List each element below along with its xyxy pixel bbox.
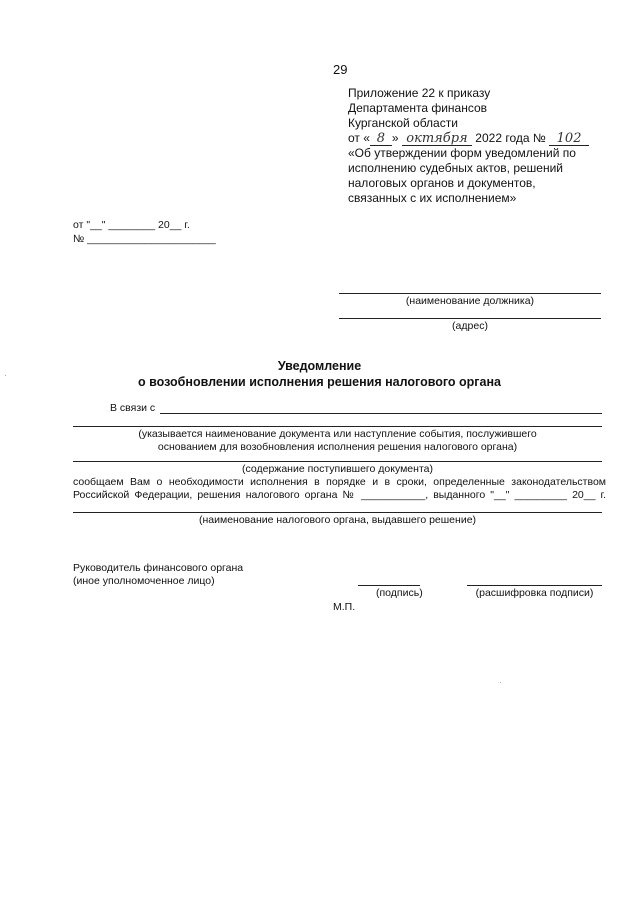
debtor-name-line [339,293,601,294]
body-line-2: Российской Федерации, решения налогового органа № ___________, выданного "__" _________ 20__ г. [73,489,606,501]
scan-speck [500,682,501,683]
content-line [73,461,602,462]
event-caption-2: основанием для возобновления исполнения решения налогового органа) [157,441,518,453]
content-caption: (содержание поступившего документа) [242,463,433,475]
appendix-line-3: Курганской области [348,116,458,130]
event-line [73,426,602,427]
date-day-handwritten: 8 [370,131,392,146]
appendix-date-line [348,131,589,146]
notice-title-line-2: о возобновлении исполнения решения налогового органа [138,375,501,389]
appendix-line-6: исполнению судебных актов, решений [348,161,563,175]
signature-caption: (подпись) [376,587,423,599]
notice-title-line-1: Уведомление [277,359,362,373]
date-mid: » [391,131,399,145]
reg-number-line: № ______________________ [73,233,216,245]
in-connection-line [160,413,602,414]
notice-title [0,358,639,390]
authority-caption: (наименование налогового органа, выдавшего решение) [198,514,477,526]
appendix-line-2: Департамента финансов [348,101,488,115]
appendix-block [348,86,589,206]
head-line-2: (иное уполномоченное лицо) [73,575,215,587]
scan-speck [5,375,6,376]
date-month-handwritten: октября [402,131,472,146]
in-connection-label: В связи с [110,402,156,414]
debtor-address-line [339,318,601,319]
body-line-1: сообщаем Вам о необходимости исполнения в порядке и в сроки, определенные законодательством [73,476,606,488]
date-prefix: от « [348,131,370,145]
order-number-handwritten: 102 [549,131,589,146]
appendix-line-8: связанных с их исполнением» [348,191,517,205]
decoding-line [467,585,602,586]
reg-date-line: от "__" ________ 20__ г. [73,219,190,231]
page-number: 29 [333,62,348,77]
event-caption-1: (указывается наименование документа или наступление события, послужившего [138,428,537,440]
debtor-address-caption: (адрес) [452,320,488,332]
debtor-name-caption: (наименование должника) [405,295,535,307]
authority-line [73,512,602,513]
decoding-caption: (расшифровка подписи) [475,587,594,599]
appendix-line-7: налоговых органов и документов, [348,176,536,190]
appendix-line-1: Приложение 22 к приказу [348,86,491,100]
signature-line [358,585,420,586]
stamp-label: М.П. [333,601,356,613]
head-line-1: Руководитель финансового органа [73,562,244,574]
appendix-line-5: «Об утверждении форм уведомлений по [348,146,576,160]
date-year: 2022 года № [475,131,546,145]
